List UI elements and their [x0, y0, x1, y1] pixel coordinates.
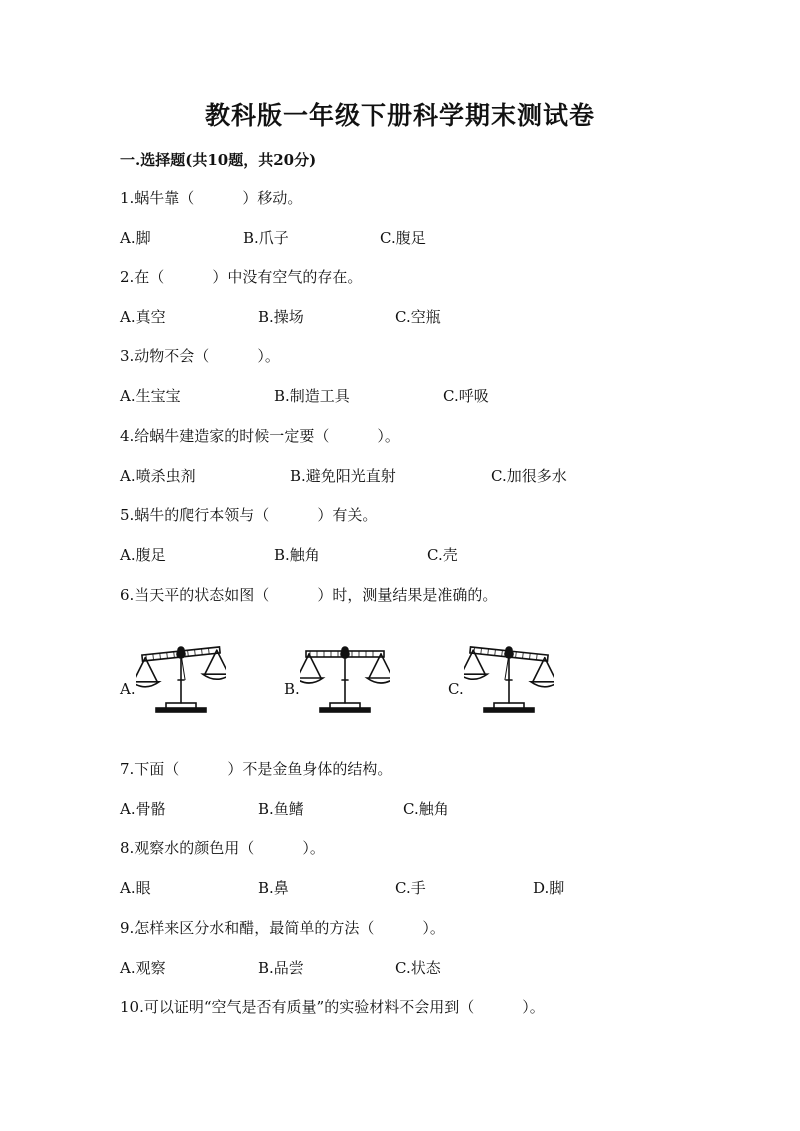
question-5: 5.蜗牛的爬行本领与（ ）有关。 [120, 506, 378, 524]
q9-option-c: C.状态 [395, 959, 441, 977]
balance-scale-icon [136, 640, 226, 718]
q7-option-b: B.鱼鳍 [258, 800, 304, 818]
question-8: 8.观察水的颜色用（ ）。 [120, 839, 325, 857]
q8-option-d: D.脚 [533, 879, 565, 897]
q9-option-a: A.观察 [120, 959, 166, 977]
question-1: 1.蜗牛靠（ ）移动。 [120, 189, 303, 207]
q6-option-b-label: B. [284, 680, 300, 698]
q7-option-a: A.骨骼 [120, 800, 166, 818]
balance-scale-icon [300, 640, 390, 718]
q2-option-a: A.真空 [120, 308, 166, 326]
q1-option-c: C.腹足 [380, 229, 426, 247]
q4-option-b: B.避免阳光直射 [290, 467, 396, 485]
q4-option-a: A.喷杀虫剂 [120, 467, 196, 485]
question-7: 7.下面（ ）不是金鱼身体的结构。 [120, 760, 393, 778]
section-heading: 一.选择题(共10题，共20分) [120, 151, 317, 169]
q3-option-c: C.呼吸 [443, 387, 489, 405]
question-4: 4.给蜗牛建造家的时候一定要（ ）。 [120, 427, 400, 445]
q2-option-c: C.空瓶 [395, 308, 441, 326]
q5-option-a: A.腹足 [120, 546, 166, 564]
q8-option-b: B.鼻 [258, 879, 289, 897]
question-6: 6.当天平的状态如图（ ）时，测量结果是准确的。 [120, 586, 498, 604]
question-3: 3.动物不会（ ）。 [120, 347, 280, 365]
question-9: 9.怎样来区分水和醋，最简单的方法（ ）。 [120, 919, 445, 937]
q8-option-a: A.眼 [120, 879, 151, 897]
q4-option-c: C.加很多水 [491, 467, 567, 485]
question-10: 10.可以证明“空气是否有质量”的实验材料不会用到（ ）。 [120, 998, 545, 1016]
q5-option-b: B.触角 [274, 546, 320, 564]
page-title: 教科版一年级下册科学期末测试卷 [204, 101, 595, 130]
question-2: 2.在（ ）中没有空气的存在。 [120, 268, 363, 286]
q1-option-b: B.爪子 [243, 229, 289, 247]
q3-option-b: B.制造工具 [274, 387, 350, 405]
q6-option-c-label: C. [448, 680, 464, 698]
q5-option-c: C.壳 [427, 546, 458, 564]
q3-option-a: A.生宝宝 [120, 387, 181, 405]
q1-option-a: A.脚 [120, 229, 151, 247]
q8-option-c: C.手 [395, 879, 426, 897]
balance-scale-icon [464, 640, 554, 718]
q2-option-b: B.操场 [258, 308, 304, 326]
q7-option-c: C.触角 [403, 800, 449, 818]
q9-option-b: B.品尝 [258, 959, 304, 977]
q6-option-a-label: A. [120, 680, 136, 698]
